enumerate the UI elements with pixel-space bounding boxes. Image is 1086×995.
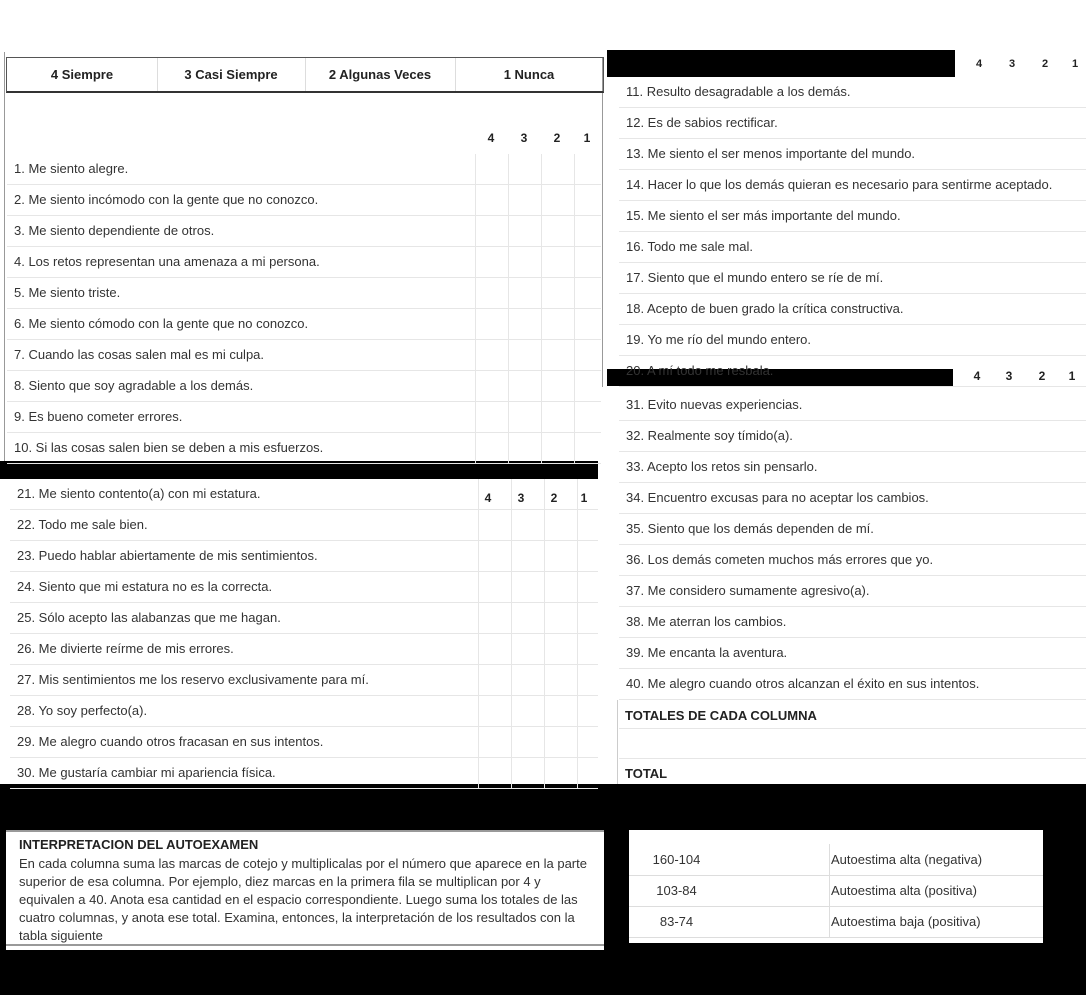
answer-cell[interactable] — [508, 216, 542, 246]
column-number: 1 — [1068, 369, 1076, 383]
item-row — [619, 325, 1086, 356]
item-row — [7, 433, 601, 464]
answer-cell[interactable] — [544, 634, 578, 664]
answer-cell[interactable] — [511, 634, 545, 664]
answer-cell[interactable] — [577, 479, 611, 509]
answer-cell[interactable] — [541, 433, 575, 463]
item-text: 18. Acepto de buen grado la crítica constructiva. — [626, 301, 904, 316]
scale-header — [6, 57, 604, 93]
answer-cell[interactable] — [577, 696, 611, 726]
answer-cell[interactable] — [511, 603, 545, 633]
item-text: 34. Encuentro excusas para no aceptar los cambios. — [626, 490, 929, 505]
item-row — [10, 603, 598, 634]
scale-row — [629, 875, 1043, 907]
item-text: 8. Siento que soy agradable a los demás. — [14, 378, 254, 393]
item-row — [619, 421, 1086, 452]
answer-cell[interactable] — [541, 154, 575, 184]
total-label: TOTAL — [625, 766, 668, 781]
interpretation-body: En cada columna suma las marcas de cotejo y multiplicalas por el número que aparece en la parte superior de esa columna. Por ejemplo, diez marcas en la primera fila se multiplican por 4 y equivalen a 40. Anota esa cantidad en el espacio correspondiente. Luego suma los totales de las cuatro columnas, y anota ese total. Examina, entonces, la interpretación de los resultados con la tabla siguiente — [19, 856, 587, 943]
item-row — [7, 154, 601, 185]
answer-cell[interactable] — [511, 479, 545, 509]
item-text: 13. Me siento el ser menos importante del mundo. — [626, 146, 916, 161]
scale-range: 103-84 — [656, 883, 697, 898]
item-text: 9. Es bueno cometer errores. — [14, 409, 183, 424]
column-totals-label: TOTALES DE CADA COLUMNA — [625, 708, 817, 723]
column-number: 3 — [520, 131, 528, 145]
answer-cell[interactable] — [574, 216, 608, 246]
item-row — [619, 576, 1086, 607]
column-totals-line — [619, 728, 1086, 729]
answer-cell[interactable] — [577, 510, 611, 540]
answer-cell[interactable] — [475, 185, 509, 215]
item-text: 24. Siento que mi estatura no es la correcta. — [17, 579, 273, 594]
item-row — [7, 402, 601, 433]
scale-header-2: 2 Algunas Veces — [305, 58, 456, 91]
item-row — [10, 758, 598, 789]
item-row — [619, 390, 1086, 421]
item-row — [7, 340, 601, 371]
answer-cell[interactable] — [478, 541, 512, 571]
item-text: 7. Cuando las cosas salen mal es mi culpa. — [14, 347, 265, 362]
item-row — [619, 201, 1086, 232]
item-text: 20. A mí todo me resbala. — [626, 363, 774, 378]
answer-cell[interactable] — [544, 758, 578, 788]
item-row — [619, 483, 1086, 514]
answer-cell[interactable] — [544, 603, 578, 633]
item-text: 35. Siento que los demás dependen de mí. — [626, 521, 874, 536]
item-row — [619, 232, 1086, 263]
answer-cell[interactable] — [478, 634, 512, 664]
item-row — [10, 727, 598, 758]
answer-cell[interactable] — [475, 278, 509, 308]
answer-cell[interactable] — [508, 278, 542, 308]
item-text: 32. Realmente soy tímido(a). — [626, 428, 793, 443]
answer-cell[interactable] — [475, 309, 509, 339]
answer-cell[interactable] — [541, 309, 575, 339]
answer-cell[interactable] — [544, 727, 578, 757]
answer-cell[interactable] — [511, 696, 545, 726]
item-row — [7, 371, 601, 402]
answer-cell[interactable] — [544, 572, 578, 602]
answer-cell[interactable] — [574, 340, 608, 370]
scale-header-3: 3 Casi Siempre — [157, 58, 306, 91]
scale-range: 160-104 — [652, 852, 701, 867]
item-text: 14. Hacer lo que los demás quieran es necesario para sentirme aceptado. — [626, 177, 1053, 192]
item-text: 19. Yo me río del mundo entero. — [626, 332, 812, 347]
scale-header-1: 1 Nunca — [503, 67, 555, 82]
interpretation-box — [6, 830, 604, 950]
item-row — [619, 607, 1086, 638]
column-number: 4 — [484, 491, 492, 505]
item-text: 10. Si las cosas salen bien se deben a mis esfuerzos. — [14, 440, 324, 455]
item-text: 6. Me siento cómodo con la gente que no conozco. — [14, 316, 309, 331]
answer-cell[interactable] — [511, 665, 545, 695]
item-text: 4. Los retos representan una amenaza a mi persona. — [14, 254, 320, 269]
answer-cell[interactable] — [475, 247, 509, 277]
item-text: 11. Resulto desagradable a los demás. — [626, 84, 851, 99]
answer-cell[interactable] — [478, 758, 512, 788]
item-row — [619, 294, 1086, 325]
interpretation-bottom-line — [6, 944, 604, 946]
item-row — [7, 247, 601, 278]
answer-cell[interactable] — [574, 402, 608, 432]
scale-label: Autoestima baja (positiva) — [829, 906, 981, 937]
column-number: 2 — [553, 131, 561, 145]
left-panel-border — [4, 52, 5, 461]
answer-cell[interactable] — [475, 433, 509, 463]
answer-cell[interactable] — [574, 247, 608, 277]
item-row — [10, 572, 598, 603]
item-row — [10, 665, 598, 696]
answer-cell[interactable] — [544, 541, 578, 571]
column-number: 1 — [1071, 58, 1079, 70]
item-text: 15. Me siento el ser más importante del mundo. — [626, 208, 901, 223]
answer-cell[interactable] — [511, 541, 545, 571]
item-text: 17. Siento que el mundo entero se ríe de mí. — [626, 270, 884, 285]
answer-cell[interactable] — [511, 572, 545, 602]
interpretation-title: INTERPRETACION DEL AUTOEXAMEN — [19, 837, 259, 852]
item-text: 39. Me encanta la aventura. — [626, 645, 788, 660]
scale-row — [629, 906, 1043, 938]
column-totals-line-2 — [619, 758, 1086, 759]
answer-cell[interactable] — [577, 541, 611, 571]
item-text: 28. Yo soy perfecto(a). — [17, 703, 148, 718]
item-text: 40. Me alegro cuando otros alcanzan el éxito en sus intentos. — [626, 676, 980, 691]
item-row — [619, 514, 1086, 545]
answer-cell[interactable] — [574, 154, 608, 184]
item-text: 5. Me siento triste. — [14, 285, 121, 300]
item-row — [10, 479, 598, 510]
answer-cell[interactable] — [577, 727, 611, 757]
answer-cell[interactable] — [544, 510, 578, 540]
scale-row — [629, 844, 1043, 876]
item-row — [619, 139, 1086, 170]
right-panel-border — [617, 700, 618, 784]
answer-cell[interactable] — [541, 402, 575, 432]
scale-header-4: 4 Siempre — [7, 58, 158, 91]
item-row — [619, 669, 1086, 700]
answer-cell[interactable] — [574, 433, 608, 463]
answer-cell[interactable] — [508, 340, 542, 370]
score-scale-table — [629, 830, 1043, 943]
item-row — [619, 263, 1086, 294]
column-number: 2 — [1041, 58, 1049, 70]
item-row — [619, 545, 1086, 576]
answer-cell[interactable] — [574, 371, 608, 401]
answer-cell[interactable] — [541, 278, 575, 308]
answer-cell[interactable] — [544, 696, 578, 726]
item-text: 25. Sólo acepto las alabanzas que me hagan. — [17, 610, 281, 625]
answer-cell[interactable] — [541, 216, 575, 246]
column-number: 3 — [1005, 369, 1013, 383]
answer-cell[interactable] — [574, 278, 608, 308]
answer-cell[interactable] — [544, 479, 578, 509]
answer-cell[interactable] — [475, 216, 509, 246]
answer-cell[interactable] — [544, 665, 578, 695]
answer-cell[interactable] — [541, 340, 575, 370]
answer-cell[interactable] — [478, 479, 512, 509]
item-row — [619, 108, 1086, 139]
answer-cell[interactable] — [478, 603, 512, 633]
answer-cell[interactable] — [574, 309, 608, 339]
answer-cell[interactable] — [475, 371, 509, 401]
item-row — [619, 452, 1086, 483]
answer-cell[interactable] — [577, 603, 611, 633]
answer-cell[interactable] — [508, 309, 542, 339]
item-row — [619, 77, 1086, 108]
item-text: 16. Todo me sale mal. — [626, 239, 753, 254]
column-number: 1 — [583, 131, 591, 145]
item-row — [7, 216, 601, 247]
column-number: 2 — [1038, 369, 1046, 383]
item-row — [10, 541, 598, 572]
black-bar-top-right — [607, 50, 955, 77]
item-text: 31. Evito nuevas experiencias. — [626, 397, 803, 412]
answer-cell[interactable] — [478, 696, 512, 726]
item-text: 3. Me siento dependiente de otros. — [14, 223, 215, 238]
answer-cell[interactable] — [508, 402, 542, 432]
answer-cell[interactable] — [541, 247, 575, 277]
item-text: 36. Los demás cometen muchos más errores que yo. — [626, 552, 934, 567]
item-text: 12. Es de sabios rectificar. — [626, 115, 778, 130]
item-row — [7, 185, 601, 216]
item-text: 21. Me siento contento(a) con mi estatura. — [17, 486, 261, 501]
item-text: 33. Acepto los retos sin pensarlo. — [626, 459, 818, 474]
item-row — [10, 634, 598, 665]
item-row — [10, 696, 598, 727]
answer-cell[interactable] — [541, 371, 575, 401]
scale-label: Autoestima alta (positiva) — [829, 875, 977, 906]
item-text: 30. Me gustaría cambiar mi apariencia física. — [17, 765, 276, 780]
column-number: 3 — [517, 491, 525, 505]
answer-cell[interactable] — [577, 634, 611, 664]
answer-cell[interactable] — [508, 433, 542, 463]
answer-cell[interactable] — [511, 510, 545, 540]
item-row — [7, 278, 601, 309]
answer-cell[interactable] — [574, 185, 608, 215]
item-text: 27. Mis sentimientos me los reservo exclusivamente para mí. — [17, 672, 369, 687]
column-number: 4 — [973, 369, 981, 383]
item-text: 29. Me alegro cuando otros fracasan en sus intentos. — [17, 734, 324, 749]
answer-cell[interactable] — [478, 727, 512, 757]
item-row — [619, 170, 1086, 201]
column-number: 2 — [550, 491, 558, 505]
scale-range: 83-74 — [659, 914, 694, 929]
item-row — [10, 510, 598, 541]
item-text: 22. Todo me sale bien. — [17, 517, 148, 532]
answer-cell[interactable] — [508, 371, 542, 401]
item-text: 23. Puedo hablar abiertamente de mis sentimientos. — [17, 548, 318, 563]
item-text: 1. Me siento alegre. — [14, 161, 129, 176]
item-text: 2. Me siento incómodo con la gente que no conozco. — [14, 192, 319, 207]
answer-cell[interactable] — [475, 402, 509, 432]
scale-label: Autoestima alta (negativa) — [829, 844, 982, 875]
answer-cell[interactable] — [475, 154, 509, 184]
answer-cell[interactable] — [508, 247, 542, 277]
answer-cell[interactable] — [478, 572, 512, 602]
answer-cell[interactable] — [511, 727, 545, 757]
answer-cell[interactable] — [508, 154, 542, 184]
answer-cell[interactable] — [508, 185, 542, 215]
answer-cell[interactable] — [478, 510, 512, 540]
column-number: 3 — [1008, 58, 1016, 70]
answer-cell[interactable] — [577, 572, 611, 602]
item-text: 26. Me divierte reírme de mis errores. — [17, 641, 234, 656]
item-text: 37. Me considero sumamente agresivo(a). — [626, 583, 870, 598]
answer-cell[interactable] — [511, 758, 545, 788]
item-text: 38. Me aterran los cambios. — [626, 614, 787, 629]
answer-cell[interactable] — [577, 665, 611, 695]
answer-cell[interactable] — [577, 758, 611, 788]
item-row — [7, 309, 601, 340]
answer-cell[interactable] — [541, 185, 575, 215]
column-number: 4 — [487, 131, 495, 145]
answer-cell[interactable] — [478, 665, 512, 695]
column-number: 1 — [580, 491, 588, 505]
item-row — [619, 638, 1086, 669]
column-number: 4 — [975, 58, 983, 70]
answer-cell[interactable] — [475, 340, 509, 370]
